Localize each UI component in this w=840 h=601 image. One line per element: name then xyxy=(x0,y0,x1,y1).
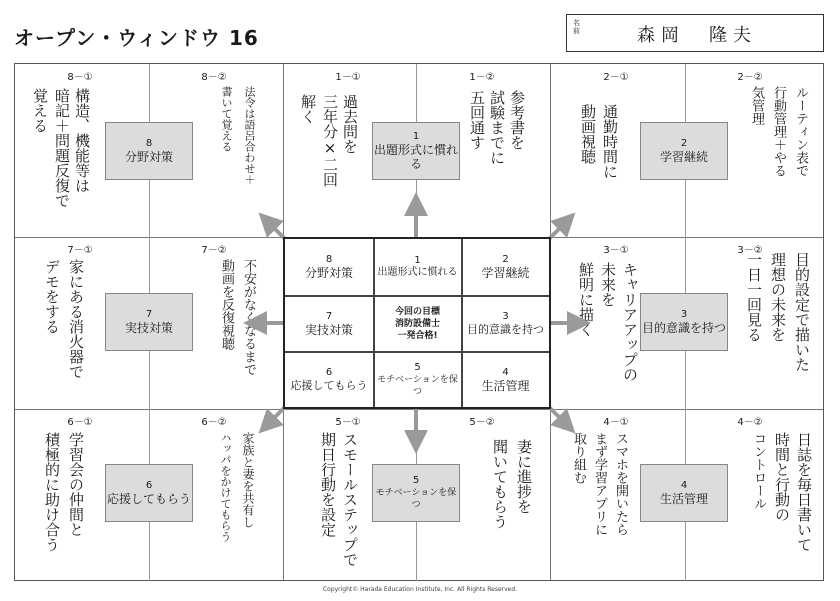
block1-label-1: 1－① xyxy=(335,72,361,83)
center-cell-4 xyxy=(462,352,549,407)
cell-text: 生活管理 xyxy=(481,378,530,393)
block3-action-1b: 未来を xyxy=(599,262,617,307)
block6-label-2: 6－② xyxy=(201,417,227,428)
open-window-grid xyxy=(14,63,824,581)
cell-text: 分野対策 xyxy=(304,266,353,280)
goal-number: 3 xyxy=(680,309,688,320)
block7-action-1a: 家にある消火器で xyxy=(67,259,85,379)
goal-number: 4 xyxy=(680,480,688,491)
block3-action-1c: 鮮明に描く xyxy=(577,262,595,337)
block2-action-2c: 気管理 xyxy=(749,86,764,125)
center-cell-2 xyxy=(462,239,549,295)
goal-text: 分野対策 xyxy=(124,150,173,164)
block3-action-2b: 理想の未来を xyxy=(769,252,787,342)
block4-action-2b: 時間と行動の xyxy=(773,432,791,522)
block1-action-2b: 試験までに xyxy=(488,90,506,165)
goal-text: 今回の目標 消防設備士 一発合格! xyxy=(394,306,440,341)
block6-action-2b: ハッパをかけてもらう xyxy=(219,432,232,542)
goal-text: 生活管理 xyxy=(659,492,708,506)
block7-action-2b: 動画を反復視聴 xyxy=(219,259,234,350)
block3-action-2a: 目的設定で描いた xyxy=(793,252,811,372)
block3-label-1: 3－① xyxy=(603,245,629,256)
block8-action-1c: 覚える xyxy=(31,88,49,133)
block1-action-1c: 解く xyxy=(299,94,317,124)
center-cell-8 xyxy=(285,239,373,295)
goal-text: 目的意識を持つ xyxy=(641,321,726,335)
cell-text: 目的意識を持つ xyxy=(467,323,544,336)
goal-text: 学習継続 xyxy=(659,150,708,164)
goal-number: 5 xyxy=(412,475,420,486)
cell-text: 実技対策 xyxy=(304,322,353,337)
page-title: オープン・ウィンドウ 16 xyxy=(14,26,259,50)
block5-label-2: 5－② xyxy=(469,417,495,428)
block4-label-2: 4－② xyxy=(737,417,763,428)
cell-number: 5 xyxy=(414,361,421,373)
block4-action-1b: まず学習アプリに xyxy=(592,432,607,536)
block1-action-2a: 参考書を xyxy=(508,90,526,150)
cell-number: 3 xyxy=(502,311,509,322)
name-value: 森岡 隆夫 xyxy=(637,25,757,46)
center-cell-6 xyxy=(285,352,373,407)
center-cell-1 xyxy=(374,239,461,295)
block4-label-1: 4－① xyxy=(603,417,629,428)
block1-label-2: 1－② xyxy=(469,72,495,83)
cell-text: モチベーションを保つ xyxy=(377,374,458,397)
block7-action-1b: デモをする xyxy=(43,259,61,334)
cell-text: 出題形式に慣れる xyxy=(377,267,458,278)
block7-action-2a: 不安がなくなるまで xyxy=(241,259,256,376)
cell-number: 1 xyxy=(414,255,421,266)
block5-action-1a: スモールステップで xyxy=(341,432,359,567)
block2-action-1a: 通勤時間に xyxy=(601,104,619,179)
block3-action-1a: キャリアアップの xyxy=(621,262,639,382)
block7-label-2: 7－② xyxy=(201,245,227,256)
block8-action-2b: 書いて覚える xyxy=(220,86,233,152)
cell-text: 学習継続 xyxy=(481,266,530,280)
block4-action-2c: コントロール xyxy=(751,432,766,510)
block4-action-1c: 取り組む xyxy=(571,432,586,484)
block2-label-2: 2－② xyxy=(737,72,763,83)
center-goal-cell xyxy=(374,296,461,351)
block8-action-1b: 暗記＋問題反復で xyxy=(53,88,71,208)
block2-action-2a: ルーティン表で xyxy=(793,86,808,177)
block1-action-1a: 過去問を xyxy=(341,94,359,154)
block1-action-1b: 三年分×二回 xyxy=(321,94,339,187)
block6-action-1a: 学習会の仲間と xyxy=(67,432,85,537)
name-label: 名前 xyxy=(573,19,580,35)
block5-action-2a: 妻に進捗を xyxy=(515,439,533,514)
goal-text: 応援してもらう xyxy=(106,492,191,506)
cell-number: 6 xyxy=(325,367,333,378)
block2-action-1b: 動画視聴 xyxy=(579,104,597,164)
cell-number: 7 xyxy=(325,310,333,322)
cell-text: 応援してもらう xyxy=(290,379,368,392)
block3-label-2: 3－② xyxy=(737,245,763,256)
goal-text: 実技対策 xyxy=(124,321,173,335)
goal-number: 6 xyxy=(145,480,153,491)
block8-action-1a: 構造、機能等は xyxy=(73,88,91,193)
block8-label-2: 8－② xyxy=(201,72,227,83)
block7-label-1: 7－① xyxy=(67,245,93,256)
copyright: Copyright© Harada Education Institute, Inc. All Rights Reserved. xyxy=(322,586,518,593)
center-cell-7 xyxy=(285,296,373,351)
block2-action-2b: 行動管理＋やる xyxy=(771,86,786,177)
cell-number: 4 xyxy=(502,366,509,378)
block6-label-1: 6－① xyxy=(67,417,93,428)
center-grid xyxy=(283,237,551,409)
block6-action-1b: 積極的に助け合う xyxy=(43,432,61,552)
cell-number: 8 xyxy=(325,254,333,265)
name-box xyxy=(566,14,824,52)
block5-action-1b: 期日行動を設定 xyxy=(319,432,337,537)
goal-text: 出題形式に慣れる xyxy=(373,143,458,171)
block2-label-1: 2－① xyxy=(603,72,629,83)
block5-label-1: 5－① xyxy=(335,417,361,428)
center-cell-3 xyxy=(462,296,549,351)
block3-action-2c: 一日一回見る xyxy=(745,252,763,342)
block8-action-2a: 法令は語呂合わせ＋ xyxy=(243,86,256,185)
block4-action-2a: 日誌を毎日書いて xyxy=(795,432,813,552)
goal-number: 2 xyxy=(680,138,688,149)
cell-number: 2 xyxy=(502,254,509,265)
block6-action-2a: 家族と妻を共有し xyxy=(241,432,255,528)
goal-number: 1 xyxy=(412,131,420,142)
block1-action-2c: 五回通す xyxy=(468,90,486,150)
goal-number: 8 xyxy=(145,138,153,149)
block5-action-2b: 聞いてもらう xyxy=(491,439,509,529)
goal-number: 7 xyxy=(145,309,153,320)
goal-text: モチベーションを保つ xyxy=(375,488,457,510)
center-cell-5 xyxy=(374,352,461,407)
block8-label-1: 8－① xyxy=(67,72,93,83)
block4-action-1a: スマホを開いたら xyxy=(613,432,628,536)
